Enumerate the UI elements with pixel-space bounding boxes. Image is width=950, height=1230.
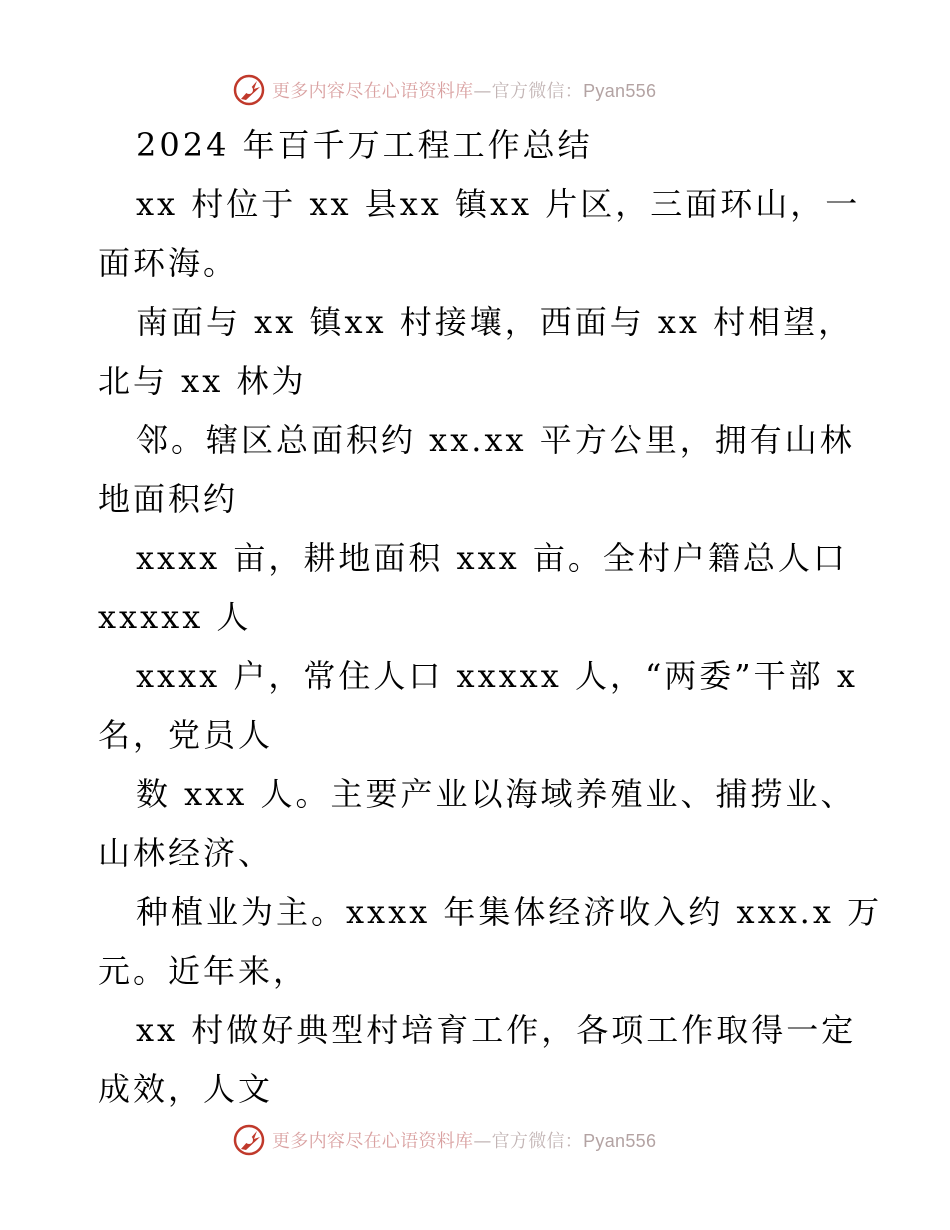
watermark-header bbox=[232, 72, 656, 108]
watermark-main: 更多内容尽在心语资料库 bbox=[272, 81, 474, 102]
text-line: xx 村位于 xx 县xx 镇xx 片区，三面环山，一 bbox=[136, 185, 861, 223]
text-line: xxxxx 人 bbox=[98, 598, 252, 636]
text-line: 种植业为主。xxxx 年集体经济收入约 xxx.x 万 bbox=[136, 893, 883, 931]
watermark-text bbox=[272, 77, 656, 103]
text-line: 地面积约 bbox=[98, 480, 239, 518]
text-line: 数 xxx 人。主要产业以海域养殖业、捕捞业、 bbox=[136, 775, 856, 813]
watermark-footer bbox=[232, 1122, 656, 1158]
text-line: xxxx 亩，耕地面积 xxx 亩。全村户籍总人口 bbox=[136, 539, 848, 577]
watermark-main: 更多内容尽在心语资料库 bbox=[272, 1131, 474, 1152]
document-title: 2024 年百千万工程工作总结 bbox=[136, 126, 593, 164]
text-line: 面环海。 bbox=[98, 244, 239, 282]
text-line: 南面与 xx 镇xx 村接壤，西面与 xx 村相望， bbox=[136, 303, 854, 341]
text-line: xxxx 户，常住人口 xxxxx 人，“两委”干部 x bbox=[136, 657, 858, 695]
text-line: 元。近年来， bbox=[98, 952, 309, 990]
text-line: 北与 xx 林为 bbox=[98, 362, 307, 400]
quill-seal-icon bbox=[232, 73, 266, 107]
text-line: 名，党员人 bbox=[98, 716, 274, 754]
text-line: xx 村做好典型村培育工作，各项工作取得一定 bbox=[136, 1011, 857, 1049]
text-line: 成效，人文 bbox=[98, 1070, 274, 1108]
watermark-text bbox=[272, 1127, 656, 1153]
watermark-wechat-id: Pyan556 bbox=[583, 81, 657, 101]
document-body bbox=[98, 116, 883, 1119]
watermark-separator: —官方微信： bbox=[473, 81, 584, 102]
watermark-separator: —官方微信： bbox=[473, 1131, 584, 1152]
quill-seal-icon bbox=[232, 1123, 266, 1157]
watermark-wechat-id: Pyan556 bbox=[583, 1131, 657, 1151]
text-line: 山林经济、 bbox=[98, 834, 274, 872]
text-line: 邻。辖区总面积约 xx.xx 平方公里，拥有山林 bbox=[136, 421, 855, 459]
